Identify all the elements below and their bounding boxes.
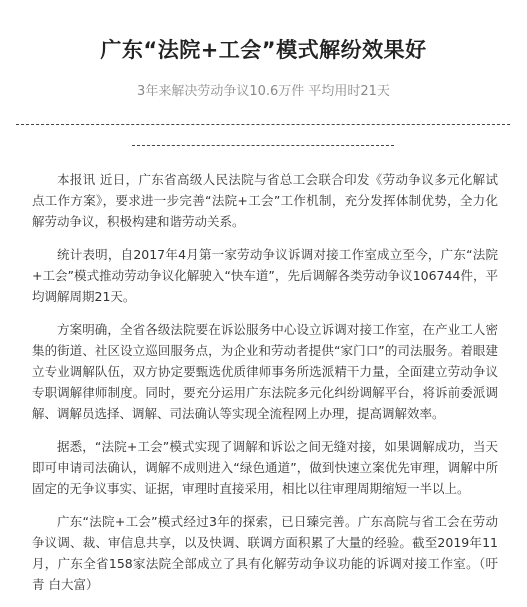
paragraph: 统计表明，自2017年4月第一家劳动争议诉调对接工作室成立至今，广东“法院+工会”模式推动劳动争议化解驶入“快车道”，先后调解各类劳动争议106744件，平均调解周期21天。 — [32, 247, 498, 304]
divider-bottom — [132, 145, 394, 146]
paragraph: 据悉，“法院+工会”模式实现了调解和诉讼之间无缝对接，如果调解成功，当天即可申请司法确认，调解不成则进入“绿色通道”，做到快速立案优先审理，调解中所固定的无争议事实、证据，审理时直接采用，相比以往审理周期缩短一半以上。 — [32, 439, 498, 496]
paragraph: 方案明确，全省各级法院要在诉讼服务中心设立诉调对接工作室，在产业工人密集的街道、社区设立巡回服务点，为企业和劳动者提供“家门口”的司法服务。着眼建立专业调解队伍，双方协定要甄选优质律师事务所选派精干力量，全面建立劳动争议专职调解律师制度。同时，要充分运用广东法院多元化纠纷调解平台，将诉前委派调解、调解员选择、调解、司法确认等实现全流程网上办理，提高调解效率。 — [32, 322, 498, 421]
divider-top — [16, 124, 510, 125]
paragraph: 广东“法院+工会”模式经过3年的探索，已日臻完善。广东高院与省工会在劳动争议调、裁、审信息共享，以及快调、联调方面积累了大量的经验。截至2019年11月，广东全省158家法院全部成立了具有化解劳动争议功能的诉调对接工作室。（吁 青 白大富） — [32, 514, 498, 592]
article-subtitle: 3年来解决劳动争议10.6万件 平均用时21天 — [137, 84, 390, 99]
article-body — [32, 169, 498, 607]
paragraph: 本报讯 近日，广东省高级人民法院与省总工会联合印发《劳动争议多元化解试点工作方案》，要求进一步完善“法院+工会”工作机制，充分发挥体制优势，全力化解劳动争议，积极构建和谐劳动关系。 — [32, 172, 498, 229]
article-title: 广东“法院+工会”模式解纷效果好 — [100, 38, 427, 62]
